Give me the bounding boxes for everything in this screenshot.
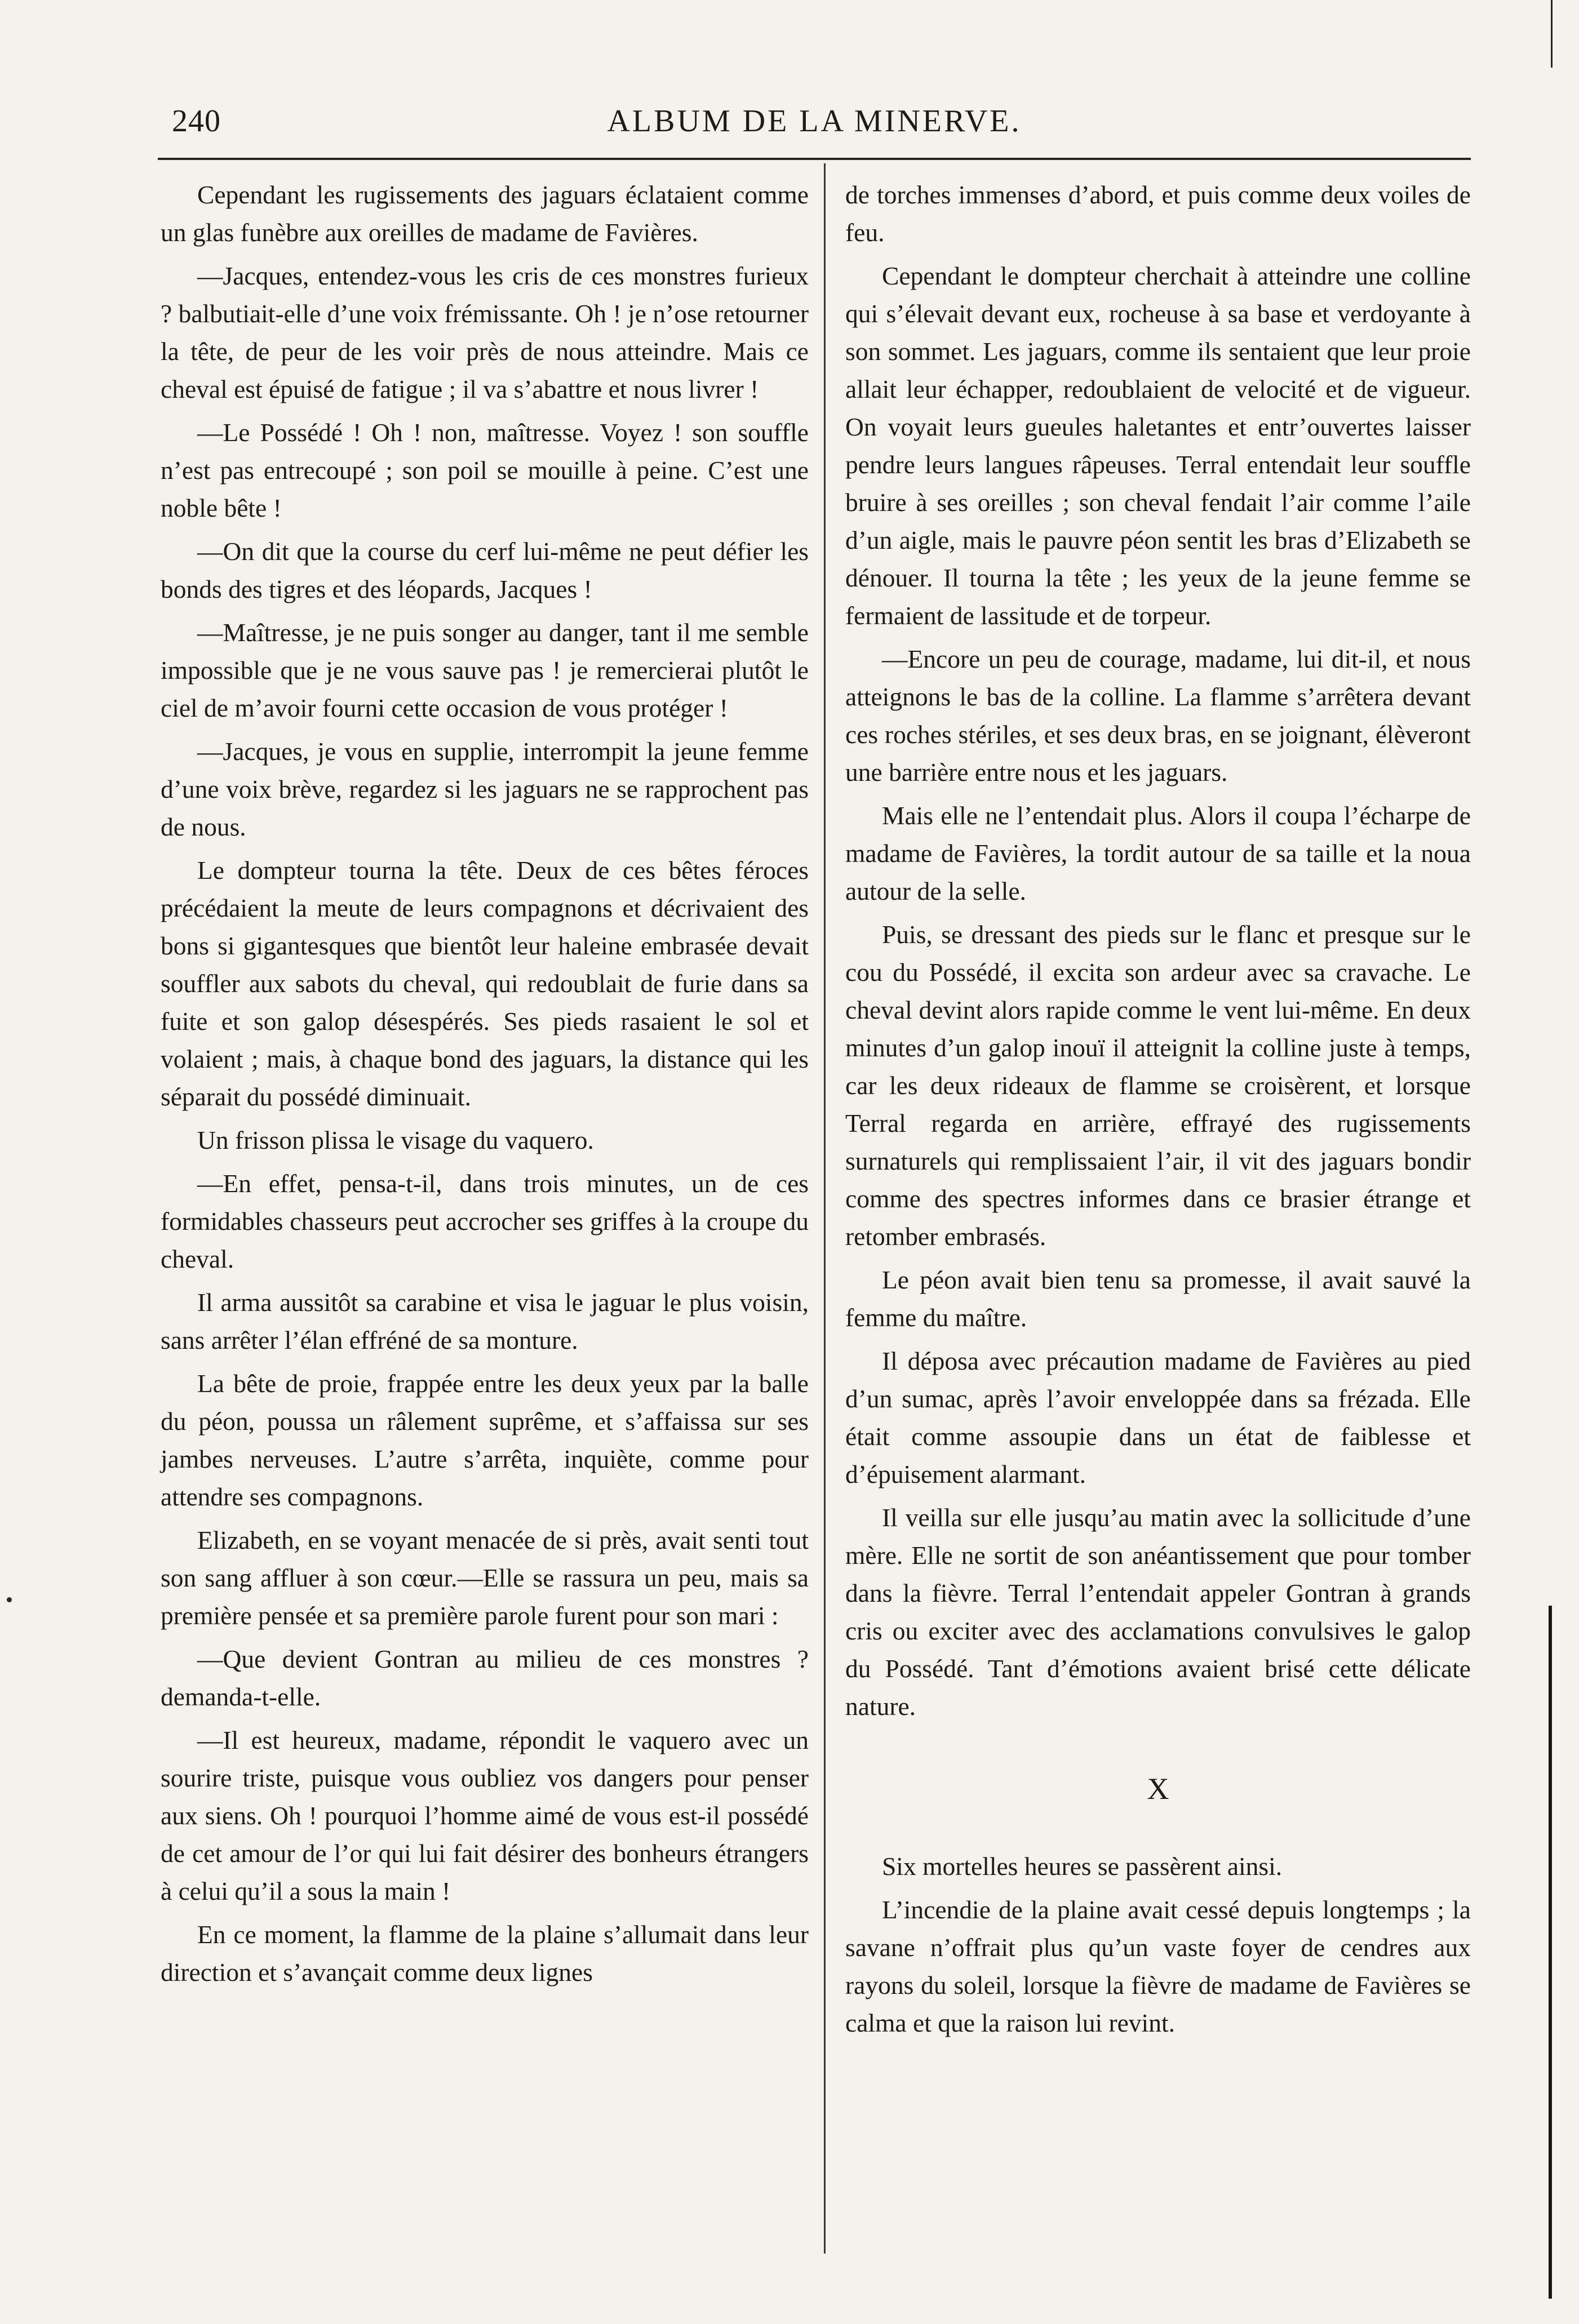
paragraph: Le péon avait bien tenu sa promesse, il avait sauvé la femme du maître.: [845, 1265, 1471, 1332]
paragraph: —Encore un peu de courage, madame, lui dit-il, et nous atteignons le bas de la colline. La flamme s’arrêtera devant ces roches stériles, et ses deux bras, en se joignant, élèveront une barrière entre nous et les jaguars.: [845, 645, 1471, 786]
paragraph: Mais elle ne l’entendait plus. Alors il coupa l’écharpe de madame de Favières, la tordit autour de sa taille et la noua autour de la selle.: [845, 801, 1471, 905]
margin-dot: [7, 1597, 12, 1602]
paragraph: Puis, se dressant des pieds sur le flanc et presque sur le cou du Possédé, il excita son ardeur avec sa cravache. Le cheval devint alors rapide comme le vent lui-même. En deux minutes d’un galop inouï il atteignit la colline juste à temps, car les deux rideaux de flamme se croisèrent, et lorsque Terral regarda en arrière, effrayé des rugissements surnaturels qui remplissaient l’air, il vit des jaguars bondir comme des spectres informes dans ce brasier étrange et retomber embrasés.: [845, 920, 1471, 1251]
paragraph: Cependant les rugissements des jaguars éclataient comme un glas funèbre aux oreilles de madame de Favières.: [161, 180, 809, 247]
right-column: [845, 176, 1471, 2047]
binding-edge-line: [1549, 1606, 1552, 2299]
paragraph: de torches immenses d’abord, et puis comme deux voiles de feu.: [845, 180, 1471, 247]
paragraph: —Jacques, entendez-vous les cris de ces monstres furieux ? balbutiait-elle d’une voix frémissante. Oh ! je n’ose retourner la tête, de peur de les voir près de nous atteindre. Mais ce cheval est épuisé de fatigue ; il va s’abattre et nous livrer !: [161, 261, 809, 403]
running-title: ALBUM DE LA MINERVE.: [607, 104, 1022, 139]
paragraph: Le dompteur tourna la tête. Deux de ces bêtes féroces précédaient la meute de leurs compagnons et décrivaient des bons si gigantesques que bientôt leur haleine embrasée devait souffler aux sabots du cheval, qui redoublait de furie dans sa fuite et son galop désespérés. Ses pieds rasaient le sol et volaient ; mais, à chaque bond des jaguars, la distance qui les séparait du possédé diminuait.: [161, 856, 809, 1111]
section-heading: X: [1147, 1772, 1169, 1806]
paragraph: La bête de proie, frappée entre les deux yeux par la balle du péon, poussa un râlement suprême, et s’affaissa sur ses jambes nerveuses. L’autre s’arrêta, inquiète, comme pour attendre ses compagnons.: [161, 1369, 809, 1511]
paragraph: Un frisson plissa le visage du vaquero.: [197, 1126, 594, 1154]
paragraph: —En effet, pensa-t-il, dans trois minutes, un de ces formidables chasseurs peut accrocher ses griffes à la croupe du cheval.: [161, 1169, 809, 1273]
page-number: 240: [172, 104, 221, 139]
paragraph: Six mortelles heures se passèrent ainsi.: [882, 1852, 1283, 1881]
paragraph: Cependant le dompteur cherchait à atteindre une colline qui s’élevait devant eux, rocheuse à sa base et verdoyante à son sommet. Les jaguars, comme ils sentaient que leur proie allait leur échapper, redoublaient de velocité et de vigueur. On voyait leurs gueules haletantes et entr’ouvertes laisser pendre leurs langues râpeuses. Terral entendait leur souffle bruire à ses oreilles ; son cheval fendait l’air comme l’aile d’un aigle, mais le pauvre péon sentit les bras d’Elizabeth se dénouer. Il tourna la tête ; les yeux de la jeune femme se fermaient de lassitude et de torpeur.: [845, 261, 1471, 630]
paragraph: —Que devient Gontran au milieu de ces monstres ? demanda-t-elle.: [161, 1645, 809, 1711]
paragraph: Il arma aussitôt sa carabine et visa le jaguar le plus voisin, sans arrêter l’élan effréné de sa monture.: [161, 1288, 809, 1354]
paragraph: —Maîtresse, je ne puis songer au danger, tant il me semble impossible que je ne vous sauve pas ! je remercierai plutôt le ciel de m’avoir fourni cette occasion de vous protéger !: [161, 618, 809, 722]
paragraph: —Il est heureux, madame, répondit le vaquero avec un sourire triste, puisque vous oubliez vos dangers pour penser aux siens. Oh ! pourquoi l’homme aimé de vous est-il possédé de cet amour de l’or qui lui fait désirer des bonheurs étrangers à celui qu’il a sous la main !: [161, 1726, 809, 1905]
header-rule: [158, 158, 1471, 160]
page-header: [158, 99, 1471, 144]
paragraph: —On dit que la course du cerf lui-même ne peut défier les bonds des tigres et des léopards, Jacques !: [161, 537, 809, 603]
paragraph: —Le Possédé ! Oh ! non, maîtresse. Voyez ! son souffle n’est pas entrecoupé ; son poil se mouille à peine. C’est une noble bête !: [161, 418, 809, 522]
left-column: [161, 176, 809, 1997]
paragraph: L’incendie de la plaine avait cessé depuis longtemps ; la savane n’offrait plus qu’un vaste foyer de cendres aux rayons du soleil, lorsque la fièvre de madame de Favières se calma et que la raison lui revint.: [845, 1895, 1471, 2037]
paragraph: —Jacques, je vous en supplie, interrompit la jeune femme d’une voix brève, regardez si les jaguars ne se rapprochent pas de nous.: [161, 737, 809, 841]
paragraph: Il veilla sur elle jusqu’au matin avec la sollicitude d’une mère. Elle ne sortit de son anéantissement que pour tomber dans la fièvre. Terral l’entendait appeler Gontran à grands cris ou exciter avec des acclamations convulsives le galop du Possédé. Tant d’émotions avaient brisé cette délicate nature.: [845, 1503, 1471, 1721]
page-edge-mark: [1551, 0, 1553, 68]
paragraph: Elizabeth, en se voyant menacée de si près, avait senti tout son sang affluer à son cœur.—Elle se rassura un peu, mais sa première pensée et sa première parole furent pour son mari :: [161, 1526, 809, 1630]
paragraph: En ce moment, la flamme de la plaine s’allumait dans leur direction et s’avançait comme deux lignes: [161, 1920, 809, 1987]
column-divider: [824, 163, 826, 2254]
paragraph: Il déposa avec précaution madame de Favières au pied d’un sumac, après l’avoir enveloppée dans sa frézada. Elle était comme assoupie dans un état de faiblesse et d’épuisement alarmant.: [845, 1347, 1471, 1488]
